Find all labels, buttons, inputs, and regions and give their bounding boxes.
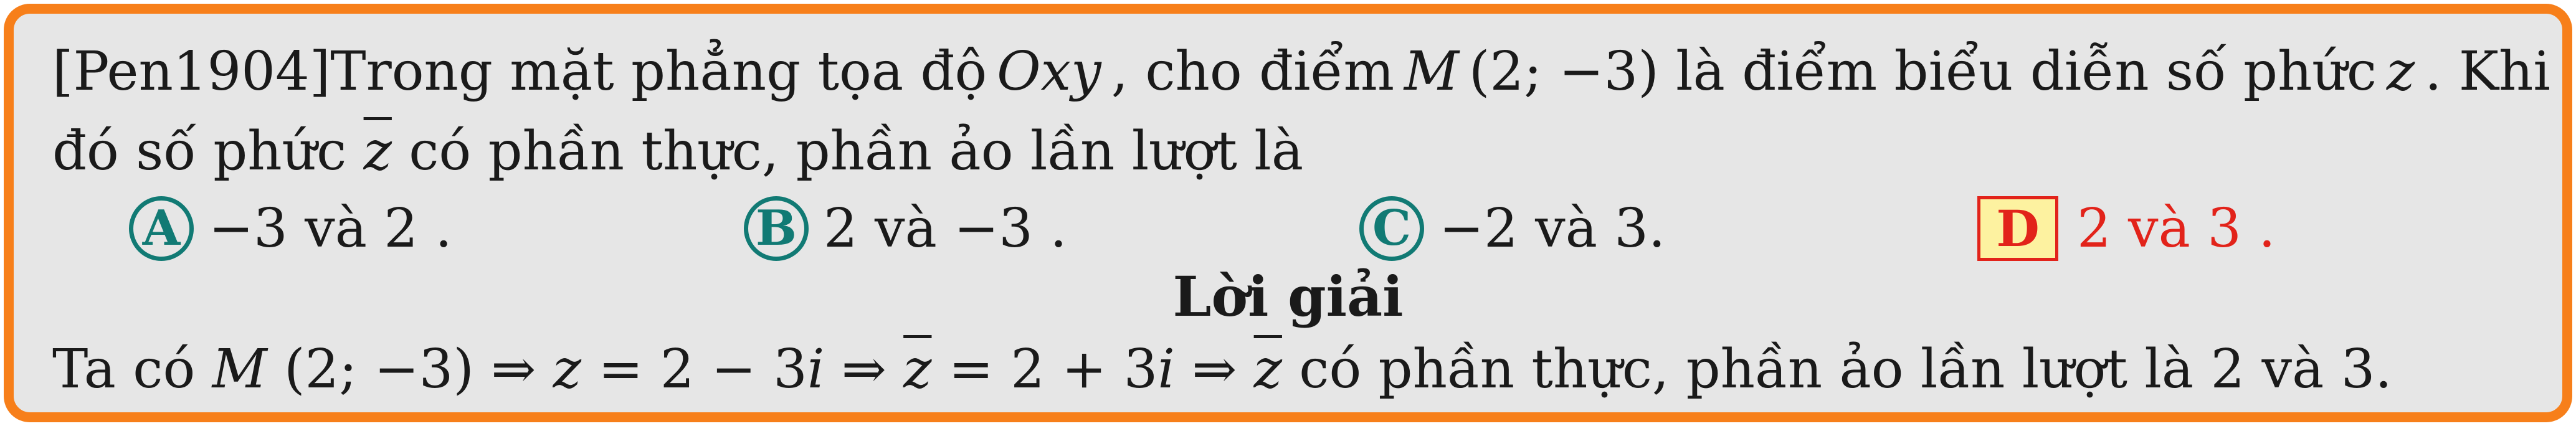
answer-choices [14,194,2562,263]
math-z: z [553,338,581,400]
choice-a-text: −3 và 2 . [209,197,452,260]
math-z-bar: $\overline{z}$ [903,338,932,400]
choice-c-text: −2 và 3. [1439,197,1666,260]
question-part: có phần thực, phần ảo lần lượt là [409,120,1304,182]
question-part: . Khi [2425,40,2550,103]
question-part: [Pen1904]Trong mặt phẳng tọa độ [52,40,987,103]
solution-part: (2; −3) ⇒ [284,338,536,400]
choice-d-badge: D [1977,196,2058,261]
choice-d-text: 2 và 3 . [2077,197,2276,260]
question-box [4,4,2572,422]
math-m: M [212,338,267,400]
choice-a-badge: A [129,196,194,261]
solution-part: = 2 − 3 [598,338,807,400]
question-part: đó số phức [52,120,347,182]
math-z: z [2386,40,2415,103]
solution-part: ⇒ [1192,338,1237,400]
solution-heading: Lời giải [1172,264,1404,329]
solution-part: có phần thực, phần ảo lần lượt là 2 và 3. [1299,338,2392,400]
math-oxy: Oxy [997,40,1101,103]
math-z-bar: $\overline{z}$ [363,120,392,182]
question-part: , cho điểm [1111,40,1394,103]
question-line-2 [52,120,1304,182]
choice-b-text: 2 và −3 . [824,197,1067,260]
choice-c-badge: C [1359,196,1424,261]
choice-c[interactable] [1359,194,1665,263]
math-z-bar: $\overline{z}$ [1253,338,1282,400]
question-line-1 [52,40,2550,103]
solution-line [52,338,2392,400]
choice-b[interactable] [744,194,1067,263]
choice-b-badge: B [744,196,809,261]
solution-part: Ta có [52,338,196,400]
math-i: i [807,338,825,400]
math-m: M [1404,40,1459,103]
math-i: i [1157,338,1175,400]
solution-part: = 2 + 3 [948,338,1158,400]
question-part: (2; −3) là điểm biểu diễn số phức [1468,40,2377,103]
solution-part: ⇒ [841,338,886,400]
choice-d-correct[interactable] [1977,194,2276,263]
choice-a[interactable] [129,194,452,263]
